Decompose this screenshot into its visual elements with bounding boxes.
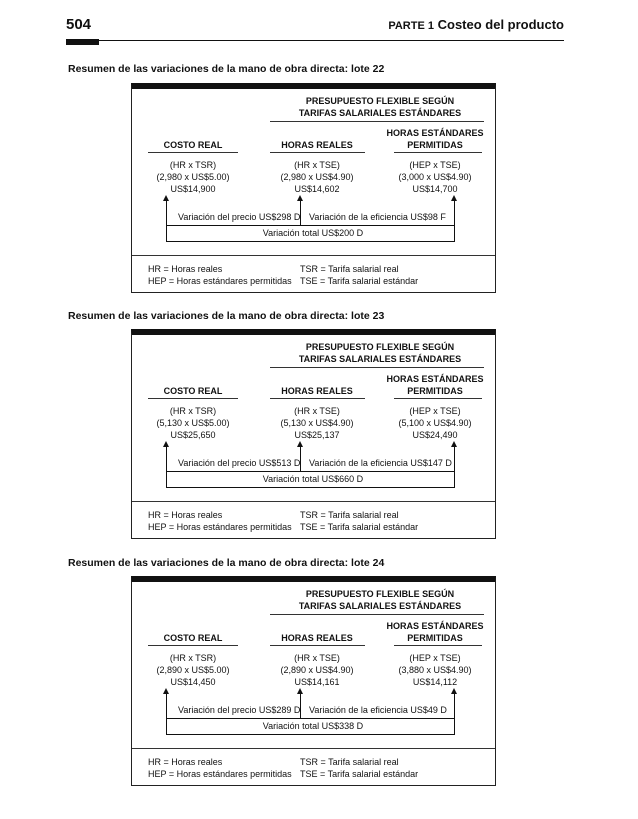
calc-actual-cost: (2,890 x US$5.00)	[156, 665, 230, 675]
column-head-standard-hours-line-2: PERMITIDAS	[407, 140, 463, 150]
legend-hep: HEP = Horas estándares permitidas	[148, 769, 292, 779]
variance-summary-panel	[131, 576, 496, 786]
formula-actual-cost: (HR x TSR)	[169, 406, 217, 416]
legend-rule	[132, 255, 495, 256]
efficiency-variance: Variación de la eficiencia US$49 D	[309, 705, 447, 715]
column-actual-hours-values	[262, 652, 372, 688]
bracket-middle-rule	[166, 225, 455, 226]
legend-hr: HR = Horas reales	[148, 510, 223, 520]
efficiency-variance: Variación de la eficiencia US$147 D	[309, 458, 452, 468]
section-title: Resumen de las variaciones de la mano de obra directa: lote 22	[68, 63, 385, 75]
column-standard-hours-values	[380, 652, 490, 688]
column-rule-actual-hours	[270, 398, 365, 399]
legend-tse: TSE = Tarifa salarial estándar	[300, 522, 419, 532]
bracket-middle-rule	[166, 471, 455, 472]
section-title: Resumen de las variaciones de la mano de obra directa: lote 23	[68, 310, 385, 322]
flexible-budget-title	[290, 95, 470, 119]
column-standard-hours-values	[380, 159, 490, 195]
formula-standard-hours: (HEP x TSE)	[409, 406, 461, 416]
flexible-budget-title-line-1: PRESUPUESTO FLEXIBLE SEGÚN	[305, 589, 455, 599]
calc-standard-hours: (5,100 x US$4.90)	[398, 418, 472, 428]
flexible-budget-title	[290, 341, 470, 365]
column-head-actual-cost: COSTO REAL	[163, 633, 223, 643]
calc-standard-hours: (3,880 x US$4.90)	[398, 665, 472, 675]
column-head-standard-hours-line-2: PERMITIDAS	[407, 386, 463, 396]
legend-rule	[132, 501, 495, 502]
price-variance: Variación del precio US$513 D	[178, 458, 301, 468]
total-actual-cost: US$25,650	[170, 430, 216, 440]
legend-tsr: TSR = Tarifa salarial real	[300, 510, 399, 520]
formula-standard-hours: (HEP x TSE)	[409, 653, 461, 663]
total-variance: Variación total US$660 D	[262, 474, 364, 484]
legend-tse: TSE = Tarifa salarial estándar	[300, 276, 419, 286]
flexible-budget-rule	[270, 121, 484, 122]
column-actual-hours-values	[262, 405, 372, 441]
column-rule-actual-cost	[148, 645, 238, 646]
flexible-budget-title-line-2: TARIFAS SALARIALES ESTÁNDARES	[298, 108, 462, 118]
total-standard-hours: US$14,700	[412, 184, 458, 194]
bracket-middle-rule	[166, 718, 455, 719]
column-head-standard-hours-line-1: HORAS ESTÁNDARES	[386, 621, 484, 631]
total-actual-cost: US$14,900	[170, 184, 216, 194]
bracket-right-line	[454, 201, 455, 241]
column-rule-actual-hours	[270, 645, 365, 646]
flexible-budget-title-line-2: TARIFAS SALARIALES ESTÁNDARES	[298, 354, 462, 364]
column-rule-standard-hours	[394, 152, 482, 153]
column-head-actual-cost: COSTO REAL	[163, 386, 223, 396]
legend-tsr: TSR = Tarifa salarial real	[300, 757, 399, 767]
column-head-actual-cost: COSTO REAL	[163, 140, 223, 150]
running-header	[388, 17, 564, 32]
total-variance: Variación total US$338 D	[262, 721, 364, 731]
calc-actual-cost: (2,980 x US$5.00)	[156, 172, 230, 182]
column-head-standard-hours-line-1: HORAS ESTÁNDARES	[386, 374, 484, 384]
calc-actual-hours: (2,890 x US$4.90)	[280, 665, 354, 675]
bracket-bottom-rule	[166, 734, 455, 735]
total-variance: Variación total US$200 D	[262, 228, 364, 238]
bracket-left-line	[166, 447, 167, 487]
column-head-standard-hours	[380, 373, 490, 397]
part-label: PARTE 1	[388, 20, 434, 32]
price-variance: Variación del precio US$289 D	[178, 705, 301, 715]
legend-hep: HEP = Horas estándares permitidas	[148, 276, 292, 286]
total-actual-cost: US$14,450	[170, 677, 216, 687]
price-variance: Variación del precio US$298 D	[178, 212, 301, 222]
variance-summary-panel	[131, 83, 496, 293]
calc-actual-cost: (5,130 x US$5.00)	[156, 418, 230, 428]
column-rule-standard-hours	[394, 645, 482, 646]
column-standard-hours-values	[380, 405, 490, 441]
bracket-bottom-rule	[166, 241, 455, 242]
legend-hr: HR = Horas reales	[148, 264, 223, 274]
column-rule-actual-cost	[148, 152, 238, 153]
flexible-budget-title	[290, 588, 470, 612]
formula-actual-hours: (HR x TSE)	[294, 653, 340, 663]
bracket-right-line	[454, 447, 455, 487]
total-standard-hours: US$24,490	[412, 430, 458, 440]
bracket-bottom-rule	[166, 487, 455, 488]
column-head-standard-hours	[380, 127, 490, 151]
column-head-standard-hours-line-2: PERMITIDAS	[407, 633, 463, 643]
column-rule-standard-hours	[394, 398, 482, 399]
flexible-budget-title-line-1: PRESUPUESTO FLEXIBLE SEGÚN	[305, 342, 455, 352]
total-actual-hours: US$14,602	[294, 184, 340, 194]
bracket-left-line	[166, 694, 167, 734]
legend-rule	[132, 748, 495, 749]
efficiency-variance: Variación de la eficiencia US$98 F	[309, 212, 446, 222]
calc-actual-hours: (2,980 x US$4.90)	[280, 172, 354, 182]
bracket-left-line	[166, 201, 167, 241]
column-actual-cost-values	[138, 405, 248, 441]
column-actual-hours-values	[262, 159, 372, 195]
total-actual-hours: US$14,161	[294, 677, 340, 687]
legend-hep: HEP = Horas estándares permitidas	[148, 522, 292, 532]
column-actual-cost-values	[138, 652, 248, 688]
column-head-actual-hours: HORAS REALES	[281, 140, 353, 150]
section-title: Resumen de las variaciones de la mano de obra directa: lote 24	[68, 557, 385, 569]
total-actual-hours: US$25,137	[294, 430, 340, 440]
column-head-standard-hours-line-1: HORAS ESTÁNDARES	[386, 128, 484, 138]
column-rule-actual-cost	[148, 398, 238, 399]
flexible-budget-title-line-1: PRESUPUESTO FLEXIBLE SEGÚN	[305, 96, 455, 106]
page-number: 504	[66, 16, 92, 33]
legend-hr: HR = Horas reales	[148, 757, 223, 767]
column-head-actual-hours: HORAS REALES	[281, 633, 353, 643]
formula-actual-hours: (HR x TSE)	[294, 406, 340, 416]
column-actual-cost-values	[138, 159, 248, 195]
formula-actual-cost: (HR x TSR)	[169, 653, 217, 663]
header-rule	[66, 40, 564, 41]
chapter-title: Costeo del producto	[437, 17, 564, 32]
variance-summary-panel	[131, 329, 496, 539]
header-block-mark	[66, 39, 99, 45]
formula-actual-cost: (HR x TSR)	[169, 160, 217, 170]
calc-standard-hours: (3,000 x US$4.90)	[398, 172, 472, 182]
formula-standard-hours: (HEP x TSE)	[409, 160, 461, 170]
column-rule-actual-hours	[270, 152, 365, 153]
column-head-actual-hours: HORAS REALES	[281, 386, 353, 396]
calc-actual-hours: (5,130 x US$4.90)	[280, 418, 354, 428]
legend-tse: TSE = Tarifa salarial estándar	[300, 769, 419, 779]
flexible-budget-rule	[270, 614, 484, 615]
legend-tsr: TSR = Tarifa salarial real	[300, 264, 399, 274]
column-head-standard-hours	[380, 620, 490, 644]
total-standard-hours: US$14,112	[412, 677, 458, 687]
bracket-right-line	[454, 694, 455, 734]
flexible-budget-title-line-2: TARIFAS SALARIALES ESTÁNDARES	[298, 601, 462, 611]
formula-actual-hours: (HR x TSE)	[294, 160, 340, 170]
flexible-budget-rule	[270, 367, 484, 368]
